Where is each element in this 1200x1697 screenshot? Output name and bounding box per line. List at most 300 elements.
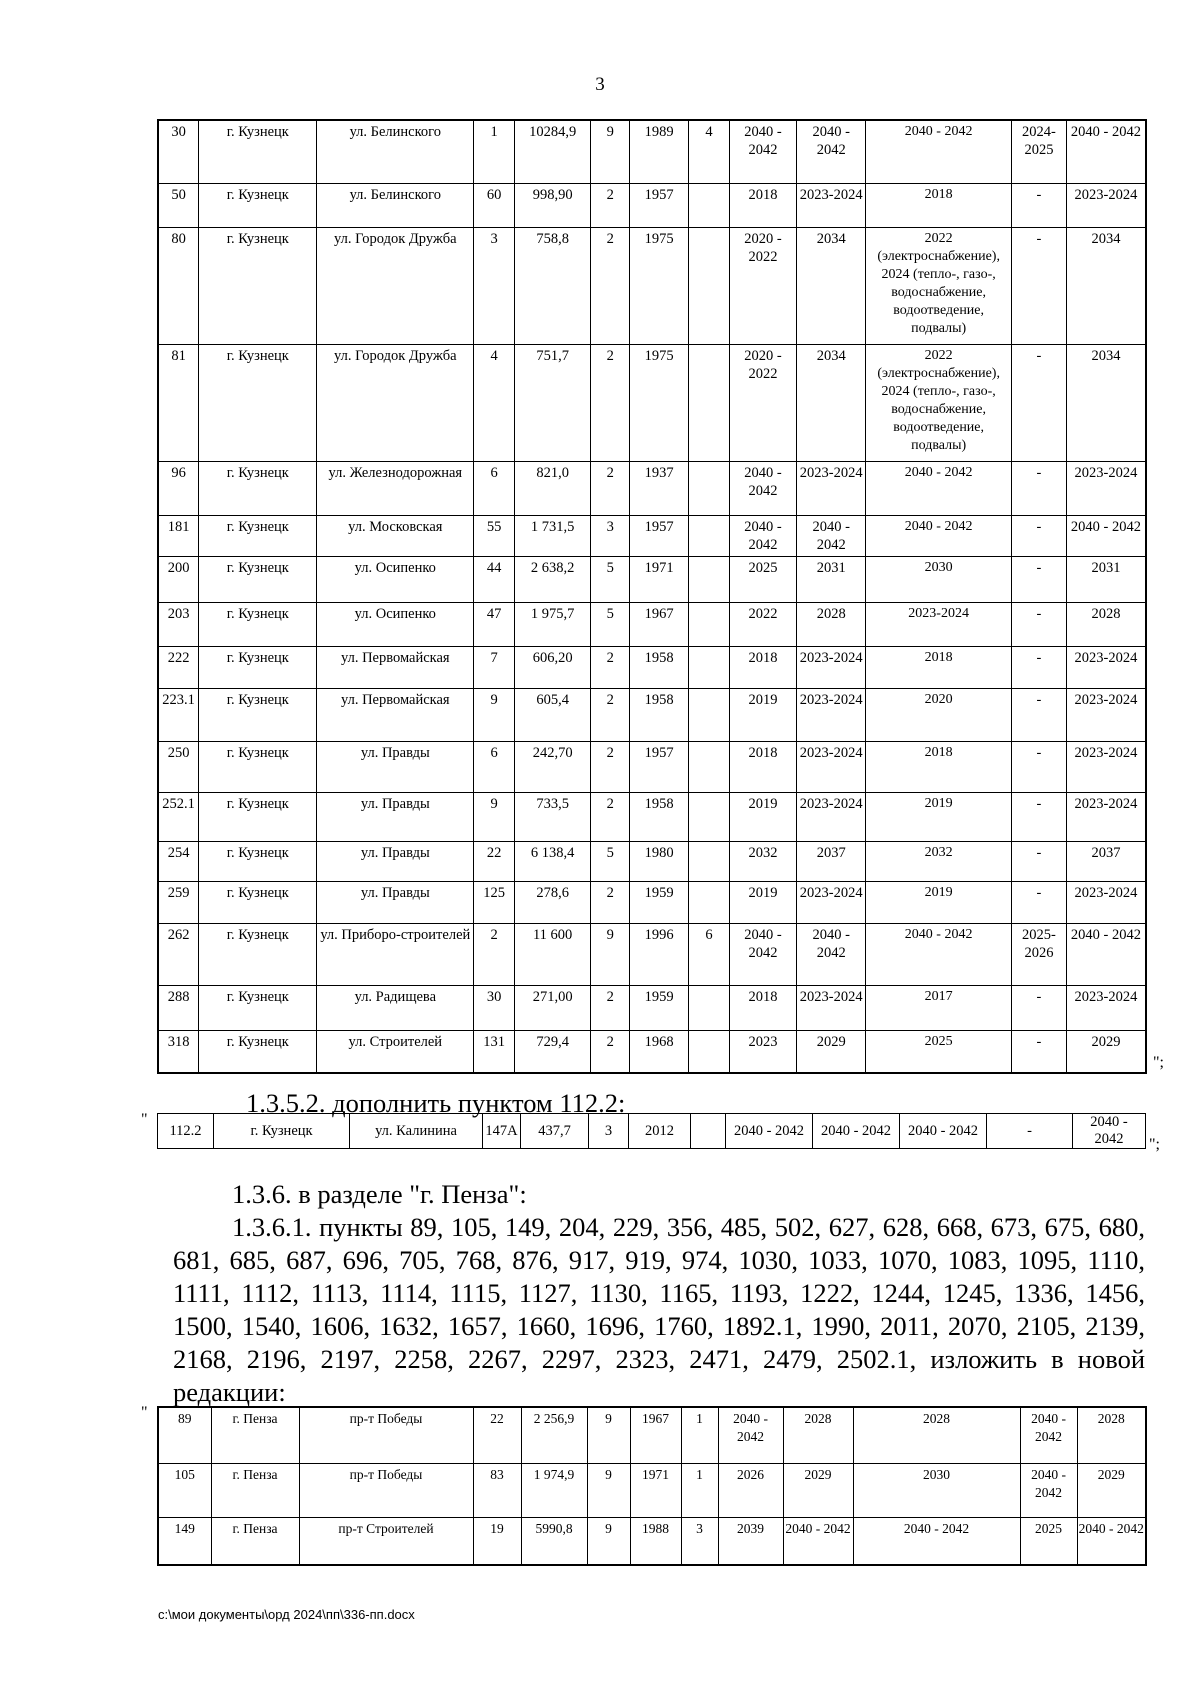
- table-cell: 2040 - 2042: [866, 515, 1012, 556]
- table-cell: 2034: [797, 344, 866, 461]
- table-cell: 2040 - 2042: [783, 1517, 853, 1565]
- table-row: [158, 881, 1146, 923]
- table-cell: 1937: [630, 461, 689, 515]
- table-cell: 1975: [630, 227, 689, 344]
- table-cell: 254: [158, 841, 199, 881]
- table-cell: ул. Радищева: [317, 985, 474, 1030]
- table-cell: [689, 841, 730, 881]
- table-cell: -: [1011, 461, 1066, 515]
- table-cell: 252.1: [158, 792, 199, 841]
- open-quote-2: ": [141, 1111, 148, 1128]
- table-cell: 9: [474, 792, 515, 841]
- table-cell: г. Кузнецк: [199, 602, 317, 646]
- table-cell: [689, 688, 730, 741]
- table-cell: 2028: [853, 1407, 1020, 1463]
- section-1-3-6: 1.3.6. в разделе "г. Пенза":: [232, 1179, 527, 1209]
- table-cell: 4: [689, 120, 730, 183]
- table-cell: 2025-2026: [1011, 923, 1066, 985]
- table-row: [158, 515, 1146, 556]
- table-cell: 203: [158, 602, 199, 646]
- table-cell: 222: [158, 646, 199, 688]
- table-cell: 6: [689, 923, 730, 985]
- table-cell: 2: [591, 227, 630, 344]
- table-cell: 2032: [729, 841, 796, 881]
- table-cell: 729,4: [514, 1030, 590, 1073]
- table-row: [158, 1517, 1146, 1565]
- close-quote-1: ";: [1153, 1054, 1164, 1071]
- table-cell: 318: [158, 1030, 199, 1073]
- table-cell: 2040 - 2042: [866, 461, 1012, 515]
- table-cell: ул. Городок Дружба: [317, 227, 474, 344]
- table-cell: 1 974,9: [521, 1463, 587, 1517]
- table-cell: 2040 - 2042: [797, 515, 866, 556]
- table-cell: 2040 - 2042: [1066, 923, 1146, 985]
- table-cell: [689, 344, 730, 461]
- table-cell: 242,70: [514, 741, 590, 792]
- table-cell: 2040 - 2042: [1020, 1463, 1077, 1517]
- table-cell: -: [1011, 841, 1066, 881]
- table-row: [158, 602, 1146, 646]
- table-cell: 2023-2024: [797, 792, 866, 841]
- table-cell: пр-т Победы: [299, 1407, 473, 1463]
- table-cell: 2020 - 2022: [729, 344, 796, 461]
- table-cell: 1: [474, 120, 515, 183]
- table-cell: ул. Приборо-строителей: [317, 923, 474, 985]
- table-cell: г. Пенза: [211, 1517, 299, 1565]
- table-cell: 1988: [630, 1517, 681, 1565]
- table-cell: 2018: [866, 741, 1012, 792]
- table-row: [158, 688, 1146, 741]
- table-row: [158, 923, 1146, 985]
- table-cell: 271,00: [514, 985, 590, 1030]
- table-cell: 22: [474, 841, 515, 881]
- table-cell: 105: [158, 1463, 211, 1517]
- table-cell: 2023-2024: [1066, 741, 1146, 792]
- table-cell: 2023-2024: [1066, 792, 1146, 841]
- table-cell: ул. Железнодорожная: [317, 461, 474, 515]
- table-cell: 2029: [783, 1463, 853, 1517]
- table-cell: 2023-2024: [1066, 881, 1146, 923]
- table-cell: -: [1011, 556, 1066, 602]
- table-cell: 1971: [630, 556, 689, 602]
- table-cell: 2: [591, 461, 630, 515]
- table-cell: 2023-2024: [1066, 688, 1146, 741]
- table-cell: 2040 - 2042: [900, 1114, 987, 1149]
- table-cell: ул. Московская: [317, 515, 474, 556]
- table-row: [158, 227, 1146, 344]
- table-cell: 1975: [630, 344, 689, 461]
- table-cell: -: [1011, 344, 1066, 461]
- table-cell: 44: [474, 556, 515, 602]
- table-cell: 1: [681, 1463, 718, 1517]
- table-cell: -: [1011, 602, 1066, 646]
- table-cell: 1967: [630, 1407, 681, 1463]
- table-cell: 733,5: [514, 792, 590, 841]
- table-cell: г. Пенза: [211, 1463, 299, 1517]
- table-cell: 1996: [630, 923, 689, 985]
- table-cell: 758,8: [514, 227, 590, 344]
- buildings-table-kuznetsk: [157, 119, 1147, 1074]
- table-row: [158, 792, 1146, 841]
- table-cell: 1980: [630, 841, 689, 881]
- table-cell: ул. Осипенко: [317, 556, 474, 602]
- table-cell: г. Кузнецк: [214, 1114, 350, 1149]
- table-cell: 2: [591, 741, 630, 792]
- table-cell: 6: [474, 461, 515, 515]
- buildings-table-penza: [157, 1406, 1147, 1566]
- table-cell: 50: [158, 183, 199, 227]
- table-cell: 2020 - 2022: [729, 227, 796, 344]
- table-cell: 2: [591, 881, 630, 923]
- table-cell: 223.1: [158, 688, 199, 741]
- table-cell: 2023-2024: [797, 646, 866, 688]
- table-cell: 131: [474, 1030, 515, 1073]
- table-cell: -: [1011, 183, 1066, 227]
- table-cell: [689, 556, 730, 602]
- table-cell: г. Кузнецк: [199, 688, 317, 741]
- table-cell: 9: [591, 120, 630, 183]
- table-row: [158, 183, 1146, 227]
- table-cell: 2028: [1077, 1407, 1146, 1463]
- table-cell: 2023-2024: [797, 741, 866, 792]
- table-cell: 2034: [1066, 227, 1146, 344]
- table-cell: 11 600: [514, 923, 590, 985]
- table-cell: 2034: [1066, 344, 1146, 461]
- table-row: [158, 1407, 1146, 1463]
- table-cell: 2019: [729, 688, 796, 741]
- table-cell: 9: [474, 688, 515, 741]
- table-cell: 2031: [1066, 556, 1146, 602]
- table-cell: [691, 1114, 726, 1149]
- table-cell: 2029: [797, 1030, 866, 1073]
- table-cell: 5: [591, 841, 630, 881]
- table-cell: 1968: [630, 1030, 689, 1073]
- table-cell: 998,90: [514, 183, 590, 227]
- table-cell: 2018: [866, 183, 1012, 227]
- table-cell: 1989: [630, 120, 689, 183]
- table-cell: 2018: [729, 985, 796, 1030]
- table-cell: пр-т Победы: [299, 1463, 473, 1517]
- table-cell: ул. Строителей: [317, 1030, 474, 1073]
- table-cell: 2040 - 2042: [729, 923, 796, 985]
- table-cell: 2040 - 2042: [729, 461, 796, 515]
- table-cell: -: [1011, 646, 1066, 688]
- table-cell: 2031: [797, 556, 866, 602]
- table-cell: 2040 - 2042: [866, 120, 1012, 183]
- table-cell: ул. Калинина: [350, 1114, 483, 1149]
- table-cell: 2 638,2: [514, 556, 590, 602]
- table-cell: -: [987, 1114, 1073, 1149]
- table-cell: 1971: [630, 1463, 681, 1517]
- table-cell: ул. Белинского: [317, 120, 474, 183]
- table-cell: 2040 - 2042: [726, 1114, 813, 1149]
- table-cell: пр-т Строителей: [299, 1517, 473, 1565]
- table-cell: -: [1011, 688, 1066, 741]
- table-cell: 2: [591, 688, 630, 741]
- table-cell: 2: [591, 985, 630, 1030]
- table-cell: [689, 741, 730, 792]
- table-cell: 259: [158, 881, 199, 923]
- table-cell: ул. Правды: [317, 841, 474, 881]
- table-cell: 2: [591, 344, 630, 461]
- table-cell: ул. Первомайская: [317, 646, 474, 688]
- table-cell: 751,7: [514, 344, 590, 461]
- table-cell: г. Кузнецк: [199, 344, 317, 461]
- table-cell: 2040 - 2042: [1077, 1517, 1146, 1565]
- table-cell: 1: [681, 1407, 718, 1463]
- table-cell: [689, 1030, 730, 1073]
- table-cell: 181: [158, 515, 199, 556]
- table-cell: г. Кузнецк: [199, 841, 317, 881]
- table-cell: 3: [589, 1114, 629, 1149]
- table-cell: ул. Белинского: [317, 183, 474, 227]
- table-cell: 4: [474, 344, 515, 461]
- table-cell: 1958: [630, 646, 689, 688]
- table-cell: 1958: [630, 792, 689, 841]
- table-cell: 2040 - 2042: [866, 923, 1012, 985]
- table-cell: 2022 (электроснабжение), 2024 (тепло-, газо-, водоснабжение, водоотведение, подвалы): [866, 227, 1012, 344]
- table-cell: г. Кузнецк: [199, 227, 317, 344]
- table-cell: 2025: [1020, 1517, 1077, 1565]
- table-row: [158, 1030, 1146, 1073]
- open-quote-3: ": [141, 1404, 148, 1421]
- table-cell: г. Кузнецк: [199, 923, 317, 985]
- table-cell: 112.2: [158, 1114, 214, 1149]
- table-cell: 89: [158, 1407, 211, 1463]
- table-cell: 2040 - 2042: [853, 1517, 1020, 1565]
- table-cell: 2029: [1066, 1030, 1146, 1073]
- table-cell: 2012: [629, 1114, 691, 1149]
- table-cell: г. Кузнецк: [199, 985, 317, 1030]
- table-cell: 96: [158, 461, 199, 515]
- table-cell: г. Пенза: [211, 1407, 299, 1463]
- table-cell: 2018: [729, 646, 796, 688]
- table-row: [158, 841, 1146, 881]
- table-cell: 2040 - 2042: [813, 1114, 900, 1149]
- page-number: 3: [595, 74, 605, 95]
- table-cell: 2: [591, 646, 630, 688]
- table-cell: 30: [474, 985, 515, 1030]
- table-cell: 606,20: [514, 646, 590, 688]
- table-cell: 2025: [866, 1030, 1012, 1073]
- table-cell: [689, 461, 730, 515]
- table-cell: 2: [474, 923, 515, 985]
- table-cell: 9: [587, 1517, 630, 1565]
- table-cell: 2029: [1077, 1463, 1146, 1517]
- table-cell: 288: [158, 985, 199, 1030]
- table-cell: 9: [587, 1407, 630, 1463]
- table-cell: 2040 - 2042: [1066, 515, 1146, 556]
- table-cell: 2023-2024: [866, 602, 1012, 646]
- table-cell: 2022: [729, 602, 796, 646]
- table-cell: 2023-2024: [797, 688, 866, 741]
- section-1-3-5-2: 1.3.5.2. дополнить пунктом 112.2:: [246, 1088, 626, 1118]
- table-row: [158, 741, 1146, 792]
- table-cell: 2022 (электроснабжение), 2024 (тепло-, газо-, водоснабжение, водоотведение, подвалы): [866, 344, 1012, 461]
- table-cell: 2018: [729, 741, 796, 792]
- table-cell: 2: [591, 1030, 630, 1073]
- table-row: [158, 1114, 1146, 1149]
- footer-file-path: c:\мои документы\орд 2024\пп\336-пп.docx: [158, 1607, 415, 1622]
- table-cell: 2034: [797, 227, 866, 344]
- table-cell: 2037: [1066, 841, 1146, 881]
- close-quote-2: ";: [1149, 1136, 1160, 1153]
- section-1-3-6-1: 1.3.6.1. пункты 89, 105, 149, 204, 229, 356, 485, 502, 627, 628, 668, 673, 675, 680, 681, 685, 687, 696, 705, 768, 876, 917, 919, 974, 1030, 1033, 1070, 1083, 1095, 1110, 1111, 1112, 1113, 1114, 1115, 1127, 1130, 1165, 1193, 1222, 1244, 1245, 1336, 1456, 1500, 1540, 1606, 1632, 1657, 1660, 1696, 1760, 1892.1, 1990, 2011, 2070, 2105, 2139, 2168, 2196, 2197, 2258, 2267, 2297, 2323, 2471, 2479, 2502.1, изложить в новой редакции:: [173, 1212, 1145, 1407]
- table-cell: 1959: [630, 985, 689, 1030]
- table-row: [158, 344, 1146, 461]
- table-cell: 2019: [866, 792, 1012, 841]
- table-cell: 2028: [797, 602, 866, 646]
- table-cell: 1957: [630, 183, 689, 227]
- table-cell: ул. Правды: [317, 741, 474, 792]
- table-cell: -: [1011, 985, 1066, 1030]
- table-cell: 250: [158, 741, 199, 792]
- table-cell: 3: [681, 1517, 718, 1565]
- table-cell: 1959: [630, 881, 689, 923]
- table-cell: 2024-2025: [1011, 120, 1066, 183]
- table-cell: 2020: [866, 688, 1012, 741]
- table-cell: 2: [591, 183, 630, 227]
- table-cell: 2019: [866, 881, 1012, 923]
- table-cell: г. Кузнецк: [199, 646, 317, 688]
- table-cell: ул. Городок Дружба: [317, 344, 474, 461]
- table-cell: 9: [591, 923, 630, 985]
- table-cell: 2025: [729, 556, 796, 602]
- table-cell: г. Кузнецк: [199, 461, 317, 515]
- table-row: [158, 985, 1146, 1030]
- table-cell: 81: [158, 344, 199, 461]
- table-cell: 2023-2024: [1066, 985, 1146, 1030]
- table-cell: 2023-2024: [797, 461, 866, 515]
- table-cell: 2040 - 2042: [1066, 120, 1146, 183]
- table-cell: 125: [474, 881, 515, 923]
- table-cell: -: [1011, 515, 1066, 556]
- table-cell: 2018: [729, 183, 796, 227]
- table-cell: ул. Первомайская: [317, 688, 474, 741]
- table-cell: г. Кузнецк: [199, 120, 317, 183]
- table-cell: 83: [473, 1463, 521, 1517]
- table-cell: 1967: [630, 602, 689, 646]
- table-cell: 2028: [1066, 602, 1146, 646]
- buildings-table-added-112-2: [157, 1113, 1146, 1149]
- table-cell: 437,7: [521, 1114, 589, 1149]
- table-cell: 2040 - 2042: [1073, 1114, 1146, 1149]
- table-row: [158, 556, 1146, 602]
- table-cell: 2 256,9: [521, 1407, 587, 1463]
- table-cell: г. Кузнецк: [199, 792, 317, 841]
- table-cell: [689, 792, 730, 841]
- table-cell: 605,4: [514, 688, 590, 741]
- table-cell: 2040 - 2042: [729, 515, 796, 556]
- table-cell: 2039: [718, 1517, 783, 1565]
- table-cell: г. Кузнецк: [199, 1030, 317, 1073]
- table-cell: 3: [591, 515, 630, 556]
- table-cell: 6 138,4: [514, 841, 590, 881]
- table-cell: -: [1011, 741, 1066, 792]
- table-row: [158, 646, 1146, 688]
- table-cell: 821,0: [514, 461, 590, 515]
- table-cell: ул. Правды: [317, 792, 474, 841]
- table-cell: 55: [474, 515, 515, 556]
- table-cell: 1 975,7: [514, 602, 590, 646]
- table-cell: 2019: [729, 792, 796, 841]
- table-cell: 2040 - 2042: [718, 1407, 783, 1463]
- table-cell: [689, 183, 730, 227]
- table-cell: 2023-2024: [1066, 646, 1146, 688]
- table-cell: 1 731,5: [514, 515, 590, 556]
- table-cell: 1957: [630, 515, 689, 556]
- table-cell: 2018: [866, 646, 1012, 688]
- table-cell: ул. Правды: [317, 881, 474, 923]
- table-cell: 47: [474, 602, 515, 646]
- table-cell: 2023-2024: [1066, 461, 1146, 515]
- table-cell: [689, 515, 730, 556]
- table-cell: 9: [587, 1463, 630, 1517]
- table-cell: 2023-2024: [797, 183, 866, 227]
- table-cell: 2028: [783, 1407, 853, 1463]
- table-cell: 3: [474, 227, 515, 344]
- table-cell: 30: [158, 120, 199, 183]
- table-cell: г. Кузнецк: [199, 515, 317, 556]
- table-cell: 5990,8: [521, 1517, 587, 1565]
- table-cell: 22: [473, 1407, 521, 1463]
- table-cell: 2030: [866, 556, 1012, 602]
- table-cell: 2040 - 2042: [1020, 1407, 1077, 1463]
- table-cell: [689, 227, 730, 344]
- table-cell: [689, 985, 730, 1030]
- table-cell: 1957: [630, 741, 689, 792]
- table-cell: г. Кузнецк: [199, 881, 317, 923]
- table-cell: -: [1011, 227, 1066, 344]
- table-cell: 200: [158, 556, 199, 602]
- table-cell: 2026: [718, 1463, 783, 1517]
- table-cell: 80: [158, 227, 199, 344]
- table-cell: 10284,9: [514, 120, 590, 183]
- table-cell: 2037: [797, 841, 866, 881]
- table-cell: 2040 - 2042: [797, 923, 866, 985]
- table-cell: 2023-2024: [797, 985, 866, 1030]
- table-cell: 5: [591, 602, 630, 646]
- table-cell: -: [1011, 881, 1066, 923]
- table-cell: 2040 - 2042: [729, 120, 796, 183]
- table-cell: 7: [474, 646, 515, 688]
- table-cell: [689, 602, 730, 646]
- table-cell: 278,6: [514, 881, 590, 923]
- table-cell: 2023-2024: [1066, 183, 1146, 227]
- table-cell: 2032: [866, 841, 1012, 881]
- table-cell: 5: [591, 556, 630, 602]
- table-cell: 2023: [729, 1030, 796, 1073]
- table-cell: 1958: [630, 688, 689, 741]
- table-row: [158, 1463, 1146, 1517]
- table-cell: -: [1011, 1030, 1066, 1073]
- table-cell: 2030: [853, 1463, 1020, 1517]
- table-cell: 147А: [483, 1114, 521, 1149]
- table-row: [158, 461, 1146, 515]
- table-cell: [689, 646, 730, 688]
- table-cell: ул. Осипенко: [317, 602, 474, 646]
- table-cell: г. Кузнецк: [199, 741, 317, 792]
- table-cell: 60: [474, 183, 515, 227]
- table-cell: г. Кузнецк: [199, 556, 317, 602]
- table-cell: 2: [591, 792, 630, 841]
- table-cell: [689, 881, 730, 923]
- table-row: [158, 120, 1146, 183]
- table-cell: 2019: [729, 881, 796, 923]
- table-cell: 2040 - 2042: [797, 120, 866, 183]
- table-cell: 262: [158, 923, 199, 985]
- table-cell: 2023-2024: [797, 881, 866, 923]
